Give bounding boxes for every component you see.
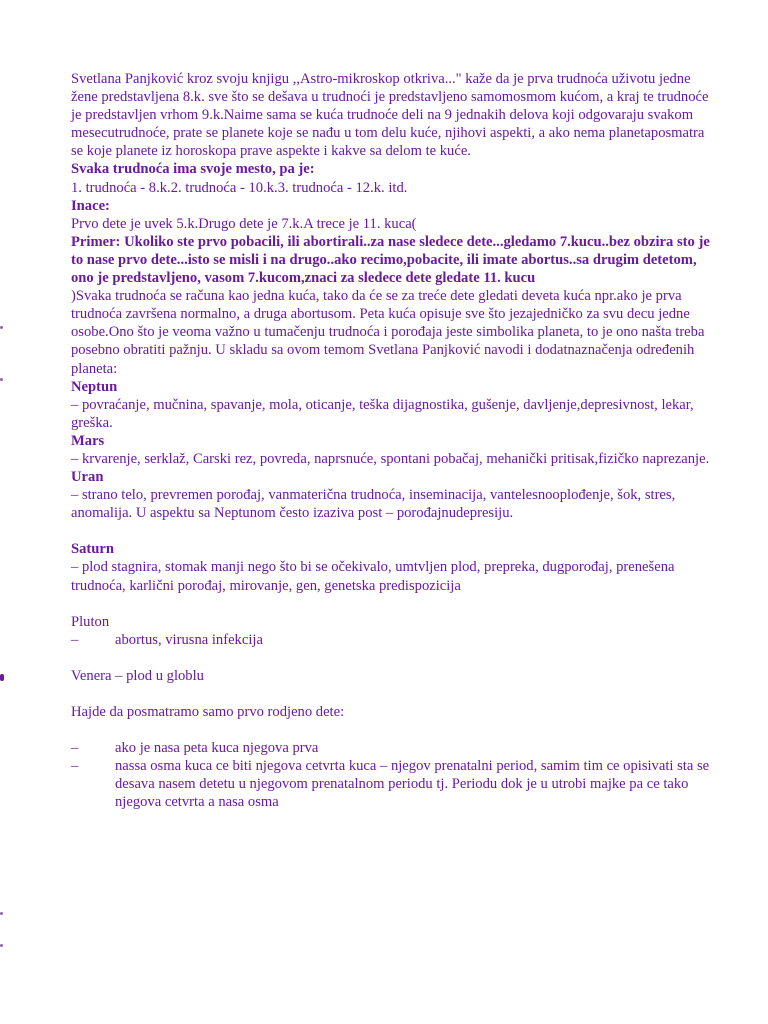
list-dash: – — [71, 740, 79, 756]
list-item-text: nassa osma kuca ce biti njegova cetvrta kuca – njegov prenatalni period, samim tim ce opisivati sta se desava nasem detetu u njegovom prenatalnom periodu tj. Periodu dok je u utrobi majke pa ce tako njegova cetvrta a nasa osma — [115, 758, 710, 811]
example-paragraph: Primer: Ukoliko ste prvo pobacili, ili abortirali..za nase sledece dete...gledamo 7.kucu..bez obzira sto je to nase prvo dete...isto se misli i na drugo..ako recimo,pobacite, ili imate abortus..sa drugim detetom, ono je predstavljeno, vasom 7.kucom,znaci za sledece dete gledate 11. kucu — [71, 233, 710, 287]
heading-svaka-trudnoca: Svaka trudnoća ima svoje mesto, pa je: — [71, 161, 315, 178]
intro-paragraph: Svetlana Panjković kroz svoju knjigu ,,Astro-mikroskop otkriva..." kaže da je prva trudnoća uživotu jedne žene predstavljena 8.k. sve što se dešava u trudnoći je predstavljeno samomosmom kućom, a kraj te trudnoće je predstavljen vrhom 9.k.Naime sama se kuća trudnoće deli na 9 jednakih delova koji odgovaraju svakom mesecutrudnoće, prate se planete koje se nađu u tom delu kuće, njihovi aspekti, a ako nema planetaposmatra se koje planete iz horoskopa prave aspekte i kakve sa delom te kuće. — [71, 71, 709, 160]
planet-heading-pluton: Pluton — [71, 613, 110, 630]
pregnancy-house-list: 1. trudnoća - 8.k.2. trudnoća - 10.k.3. trudnoća - 12.k. itd. — [71, 179, 408, 196]
list-item-text: ako je nasa peta kuca njegova prva — [115, 740, 319, 756]
list-item — [71, 757, 711, 811]
planet-text-mars: – krvarenje, serklaž, Carski rez, povreda, naprsnuće, spontani pobačaj, mehanički pritisak,fizičko naprezanje. — [71, 450, 710, 467]
margin-dot — [0, 944, 3, 947]
planet-line-venera: Venera – plod u globlu — [71, 667, 204, 684]
planet-text-pluton — [71, 631, 711, 649]
planet-heading-uran: Uran — [71, 469, 104, 486]
pluton-meaning: abortus, virusna infekcija — [115, 631, 263, 648]
planet-text-uran: – strano telo, prevremen porođaj, vanmaterična trudnoća, inseminacija, vantelesnooplođenje, šok, stres, anomalija. U aspektu sa Neptunom često izaziva post – porođajnudepresiju. — [71, 487, 676, 522]
planet-heading-saturn: Saturn — [71, 541, 114, 558]
margin-dot — [0, 378, 3, 381]
houses-explanation-paragraph: )Svaka trudnoća se računa kao jedna kuća, tako da će se za treće dete gledati deveta kuća npr.ako je prva trudnoća završena normalno, a druga abortusom. Peta kuća opisuje sve što jezajedničko za svu decu jedne osobe.Ono što je veoma važno u tumačenju trudnoća i porođaja jeste simbolika planeta, to je ono našta treba posebno obratiti pažnju. U skladu sa ovom temom Svetlana Panjković navodi i dodatnaznačenja određenih planeta: — [71, 288, 705, 377]
margin-dot — [0, 912, 3, 915]
first-child-intro: Hajde da posmatramo samo prvo rodjeno dete: — [71, 703, 345, 720]
planet-text-neptun: – povraćanje, mučnina, spavanje, mola, oticanje, teška dijagnostika, gušenje, davljenje,depresivnost, lekar, greška. — [71, 396, 694, 431]
margin-dot — [0, 326, 3, 329]
child-houses-line: Prvo dete je uvek 5.k.Drugo dete je 7.k.A trece je 11. kuca( — [71, 215, 417, 232]
list-item — [71, 739, 711, 757]
list-dash: – — [71, 631, 79, 648]
planet-heading-mars: Mars — [71, 432, 105, 449]
margin-dot — [0, 674, 4, 681]
list-dash: – — [71, 758, 79, 775]
planet-heading-neptun: Neptun — [71, 378, 118, 395]
heading-inace: Inace: — [71, 197, 110, 214]
document-body — [71, 70, 711, 811]
planet-text-saturn: – plod stagnira, stomak manji nego što bi se očekivalo, umtvljen plod, prepreka, dugporođaj, prenešena trudnoća, karlični porođaj, mirovanje, gen, genetska predispozicija — [71, 559, 675, 594]
